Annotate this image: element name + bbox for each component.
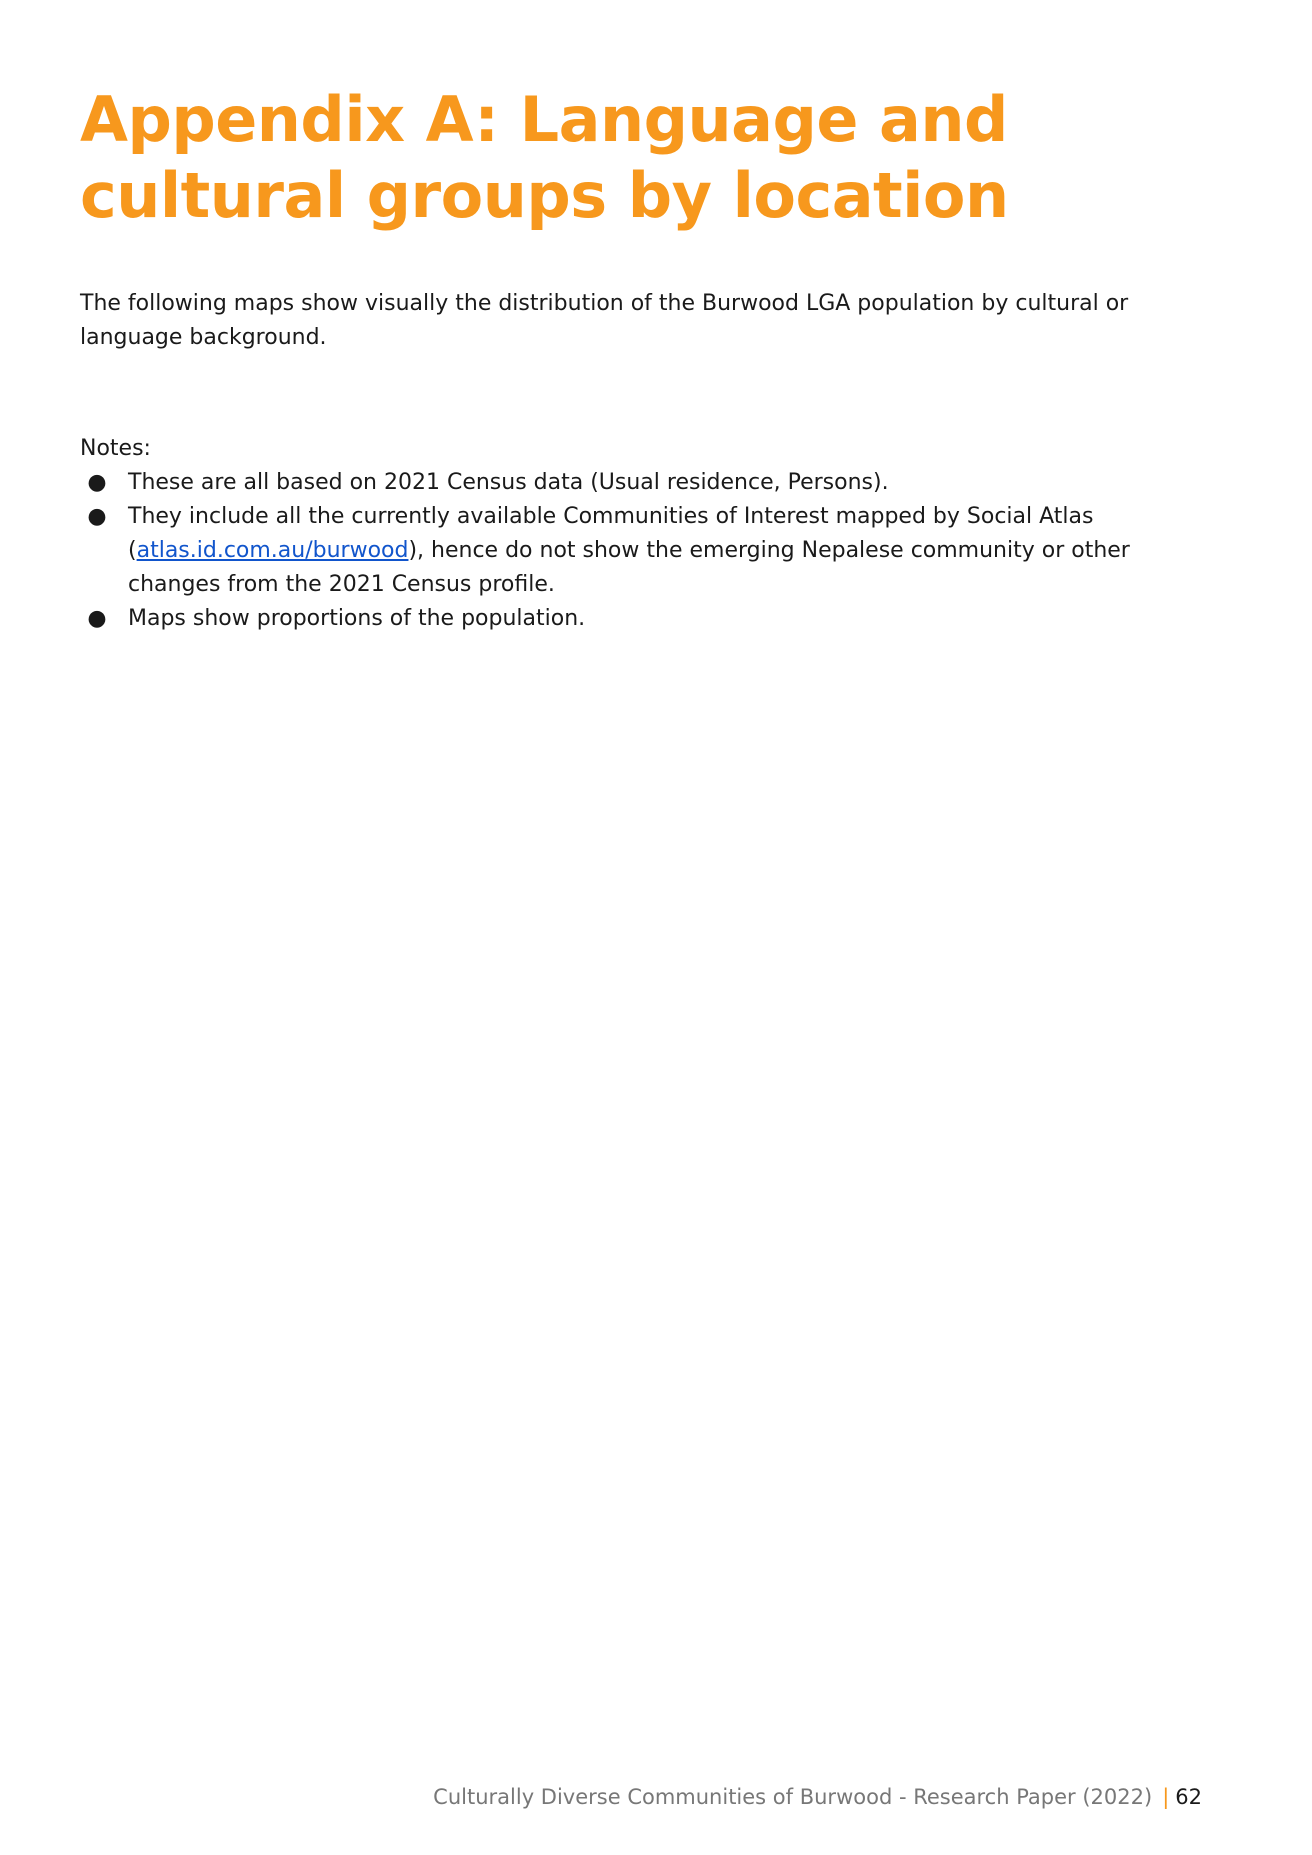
- list-item: [80, 602, 1140, 636]
- note-text-before-link: They include all the currently available Communities of Interest mapped by Social Atlas (: [128, 504, 1094, 563]
- bullet-icon: ●: [87, 470, 107, 495]
- bullet-icon: ●: [87, 606, 107, 631]
- note-text: These are all based on 2021 Census data (Usual residence, Persons).: [128, 470, 889, 495]
- list-item: [80, 500, 1140, 602]
- notes-label: Notes:: [80, 436, 151, 461]
- intro-paragraph: The following maps show visually the distribution of the Burwood LGA population by cultural or language background.: [80, 291, 1129, 350]
- note-text: Maps show proportions of the population.: [128, 606, 586, 631]
- footer-document-title: Culturally Diverse Communities of Burwood - Research Paper (2022): [433, 1785, 1153, 1809]
- bullet-icon: ●: [87, 504, 107, 529]
- page-number: 62: [1175, 1785, 1202, 1809]
- list-item: [80, 466, 1140, 500]
- notes-list: [80, 466, 1140, 636]
- page-title: Appendix A: Language and cultural groups by location: [80, 83, 1009, 232]
- page-footer: [433, 1782, 1202, 1812]
- footer-separator: |: [1162, 1785, 1170, 1809]
- note-text-after-link: ), hence do not show the emerging Nepalese community or other changes from the 2021 Census profile.: [128, 538, 1130, 597]
- social-atlas-link[interactable]: atlas.id.com.au/burwood: [136, 538, 409, 563]
